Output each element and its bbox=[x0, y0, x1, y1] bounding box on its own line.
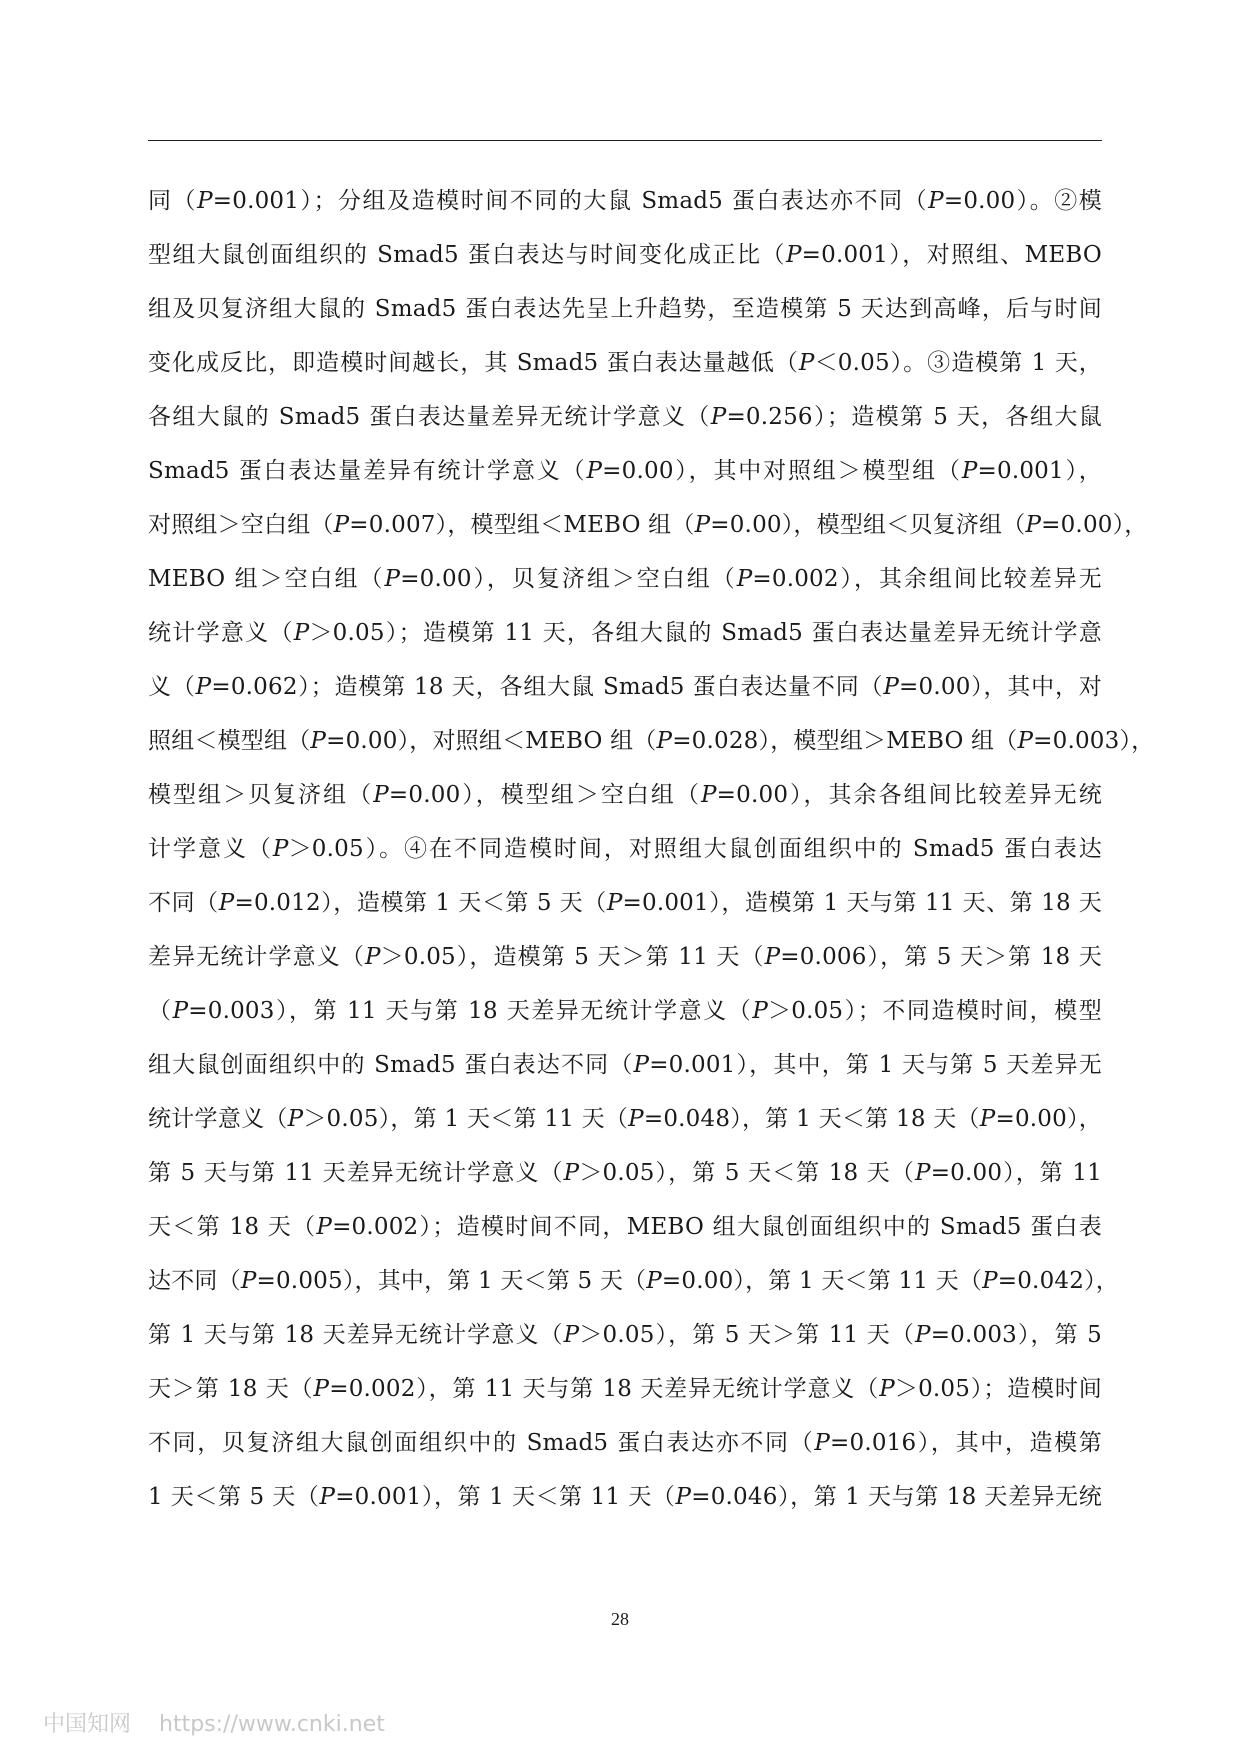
text-line: 第 5 天与第 11 天差异无统计学意义（P＞0.05），第 5 天＜第 18 天（P=0.00），第 11 bbox=[148, 1160, 1102, 1186]
watermark-url: https://www.cnki.net bbox=[159, 1712, 385, 1737]
text-line: 达不同（P=0.005），其中，第 1 天＜第 5 天（P=0.00），第 1 天＜第 11 天（P=0.042）， bbox=[148, 1268, 1119, 1294]
text-line: 同（P=0.001）；分组及造模时间不同的大鼠 Smad5 蛋白表达亦不同（P=0.00）。②模 bbox=[148, 188, 1103, 214]
text-line: 统计学意义（P＞0.05）；造模第 11 天，各组大鼠的 Smad5 蛋白表达量差异无统计学意 bbox=[148, 620, 1103, 646]
page-number: 28 bbox=[611, 1609, 629, 1629]
text-line: 不同，贝复济组大鼠创面组织中的 Smad5 蛋白表达亦不同（P=0.016），其中，造模第 bbox=[148, 1430, 1102, 1456]
text-line: 统计学意义（P＞0.05），第 1 天＜第 11 天（P=0.048），第 1 天＜第 18 天（P=0.00）， bbox=[148, 1106, 1102, 1132]
text-line: 变化成反比，即造模时间越长，其 Smad5 蛋白表达量越低（P＜0.05）。③造模第 1 天， bbox=[148, 350, 1102, 376]
text-line: 1 天＜第 5 天（P=0.001），第 1 天＜第 11 天（P=0.046），第 1 天与第 18 天差异无统 bbox=[148, 1484, 1102, 1510]
text-line: 义（P=0.062）；造模第 18 天，各组大鼠 Smad5 蛋白表达量不同（P=0.00），其中，对 bbox=[148, 674, 1102, 700]
text-line: 型组大鼠创面组织的 Smad5 蛋白表达与时间变化成正比（P=0.001），对照组、MEBO bbox=[148, 242, 1102, 268]
text-line: MEBO 组＞空白组（P=0.00），贝复济组＞空白组（P=0.002），其余组间比较差异无 bbox=[148, 566, 1102, 592]
text-line: 差异无统计学意义（P＞0.05），造模第 5 天＞第 11 天（P=0.006），第 5 天＞第 18 天 bbox=[148, 944, 1102, 970]
watermark bbox=[43, 1707, 385, 1738]
text-line: 计学意义（P＞0.05）。④在不同造模时间，对照组大鼠创面组织中的 Smad5 蛋白表达 bbox=[148, 836, 1102, 862]
text-line: 组大鼠创面组织中的 Smad5 蛋白表达不同（P=0.001），其中，第 1 天与第 5 天差异无 bbox=[148, 1052, 1102, 1078]
text-line: 天＜第 18 天（P=0.002）；造模时间不同，MEBO 组大鼠创面组织中的 Smad5 蛋白表 bbox=[148, 1214, 1102, 1240]
watermark-brand: 中国知网 bbox=[43, 1712, 132, 1737]
text-line: 各组大鼠的 Smad5 蛋白表达量差异无统计学意义（P=0.256）；造模第 5 天，各组大鼠 bbox=[148, 404, 1102, 430]
text-line: 第 1 天与第 18 天差异无统计学意义（P＞0.05），第 5 天＞第 11 天（P=0.003），第 5 bbox=[148, 1322, 1102, 1348]
text-line: 天＞第 18 天（P=0.002），第 11 天与第 18 天差异无统计学意义（P＞0.05）；造模时间 bbox=[148, 1376, 1102, 1402]
text-line: 不同（P=0.012），造模第 1 天＜第 5 天（P=0.001），造模第 1 天与第 11 天、第 18 天 bbox=[148, 890, 1102, 916]
text-line: 模型组＞贝复济组（P=0.00），模型组＞空白组（P=0.00），其余各组间比较差异无统 bbox=[148, 782, 1102, 808]
text-line: 照组＜模型组（P=0.00），对照组＜MEBO 组（P=0.028），模型组＞MEBO 组（P=0.003）， bbox=[148, 728, 1155, 754]
text-line: 组及贝复济组大鼠的 Smad5 蛋白表达先呈上升趋势，至造模第 5 天达到高峰，后与时间 bbox=[148, 296, 1102, 322]
text-line: 对照组＞空白组（P=0.007），模型组＜MEBO 组（P=0.00），模型组＜贝复济组（P=0.00）， bbox=[148, 512, 1148, 538]
text-line: Smad5 蛋白表达量差异有统计学意义（P=0.00），其中对照组＞模型组（P=0.001）， bbox=[148, 458, 1103, 484]
text-line: （P=0.003），第 11 天与第 18 天差异无统计学意义（P＞0.05）；不同造模时间，模型 bbox=[148, 998, 1102, 1024]
